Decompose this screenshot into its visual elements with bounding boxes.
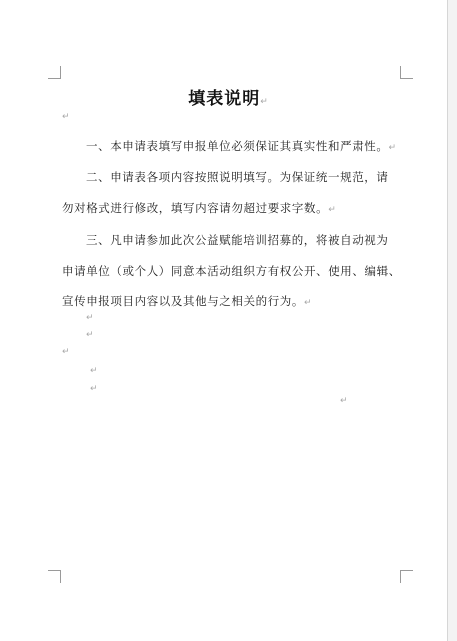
margin-corner-top-left bbox=[48, 66, 61, 79]
paragraph-line[interactable] bbox=[62, 263, 401, 279]
paragraph-line[interactable] bbox=[86, 232, 389, 248]
paragraph-text: 勿对格式进行修改，填写内容请勿超过要求字数。 bbox=[62, 201, 329, 215]
document-title-text: 填表说明 bbox=[188, 89, 261, 109]
paragraph-mark: ↵ bbox=[62, 347, 70, 357]
paragraph-line[interactable] bbox=[86, 169, 389, 185]
paragraph-text: 宣传申报项目内容以及其他与之相关的行为。 bbox=[62, 294, 304, 308]
paragraph-mark: ↵ bbox=[90, 366, 98, 376]
paragraph-mark: ↵ bbox=[86, 330, 94, 340]
paragraph-mark: ↵ bbox=[62, 112, 70, 122]
paragraph-mark: ↵ bbox=[90, 384, 98, 394]
paragraph-mark: ↵ bbox=[340, 396, 348, 406]
paragraph-mark: ↵ bbox=[304, 298, 313, 308]
paragraph-mark: ↵ bbox=[328, 205, 337, 215]
paragraph-mark: ↵ bbox=[388, 143, 397, 153]
paragraph-text: 一、本申请表填写申报单位必须保证其真实性和严肃性。 bbox=[86, 139, 389, 153]
document-title[interactable] bbox=[0, 84, 457, 109]
paragraph-line[interactable] bbox=[62, 293, 312, 309]
margin-corner-bottom-left bbox=[48, 570, 61, 583]
paragraph-line[interactable] bbox=[62, 200, 336, 216]
margin-corner-bottom-right bbox=[400, 570, 413, 583]
margin-corner-top-right bbox=[400, 66, 413, 79]
paragraph-mark: ↵ bbox=[260, 97, 269, 107]
paragraph-text: 二、申请表各项内容按照说明填写。为保证统一规范，请 bbox=[86, 170, 389, 184]
paragraph-text: 申请单位（或个人）同意本活动组织方有权公开、使用、编辑、 bbox=[62, 264, 401, 278]
paragraph-mark: ↵ bbox=[86, 313, 94, 323]
paragraph-text: 三、凡申请参加此次公益赋能培训招募的，将被自动视为 bbox=[86, 233, 389, 247]
paragraph-line[interactable] bbox=[86, 138, 397, 154]
